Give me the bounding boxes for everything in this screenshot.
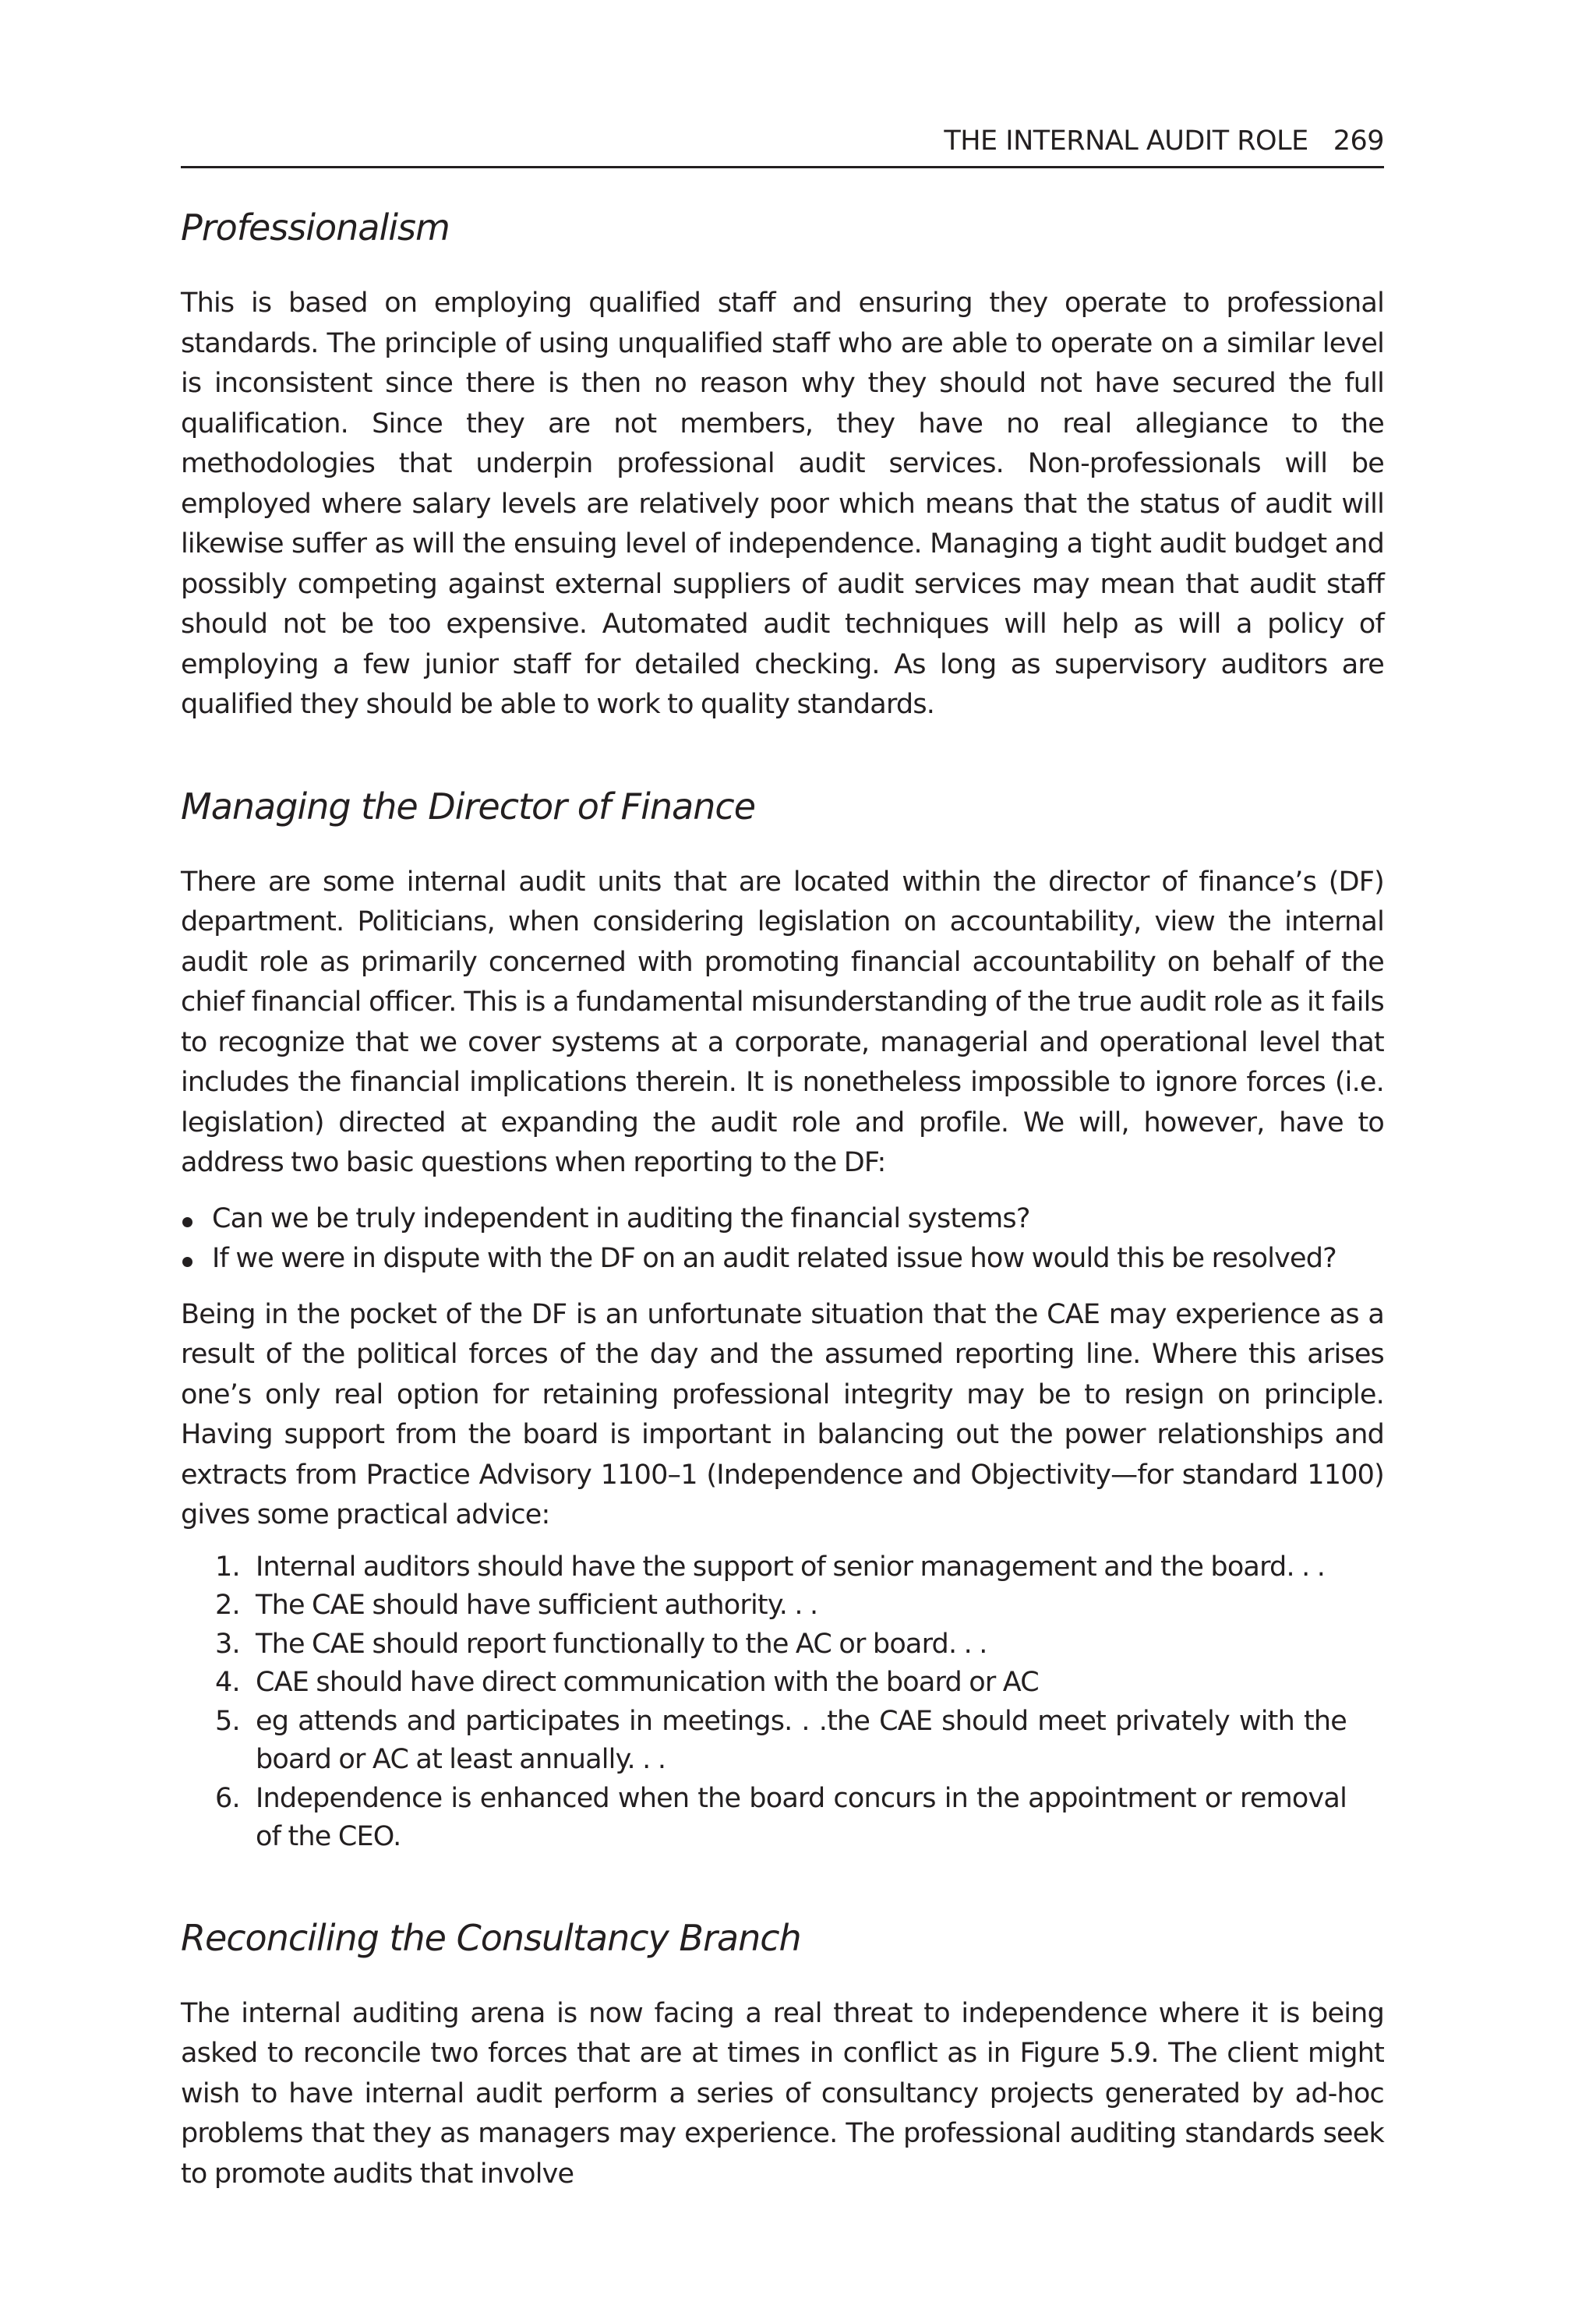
- numbered-item: [181, 1780, 1347, 1857]
- numbered-item: [181, 1664, 1347, 1703]
- bullet-list: [181, 1199, 1384, 1280]
- section-heading-reconciling-consultancy-branch: Reconciling the Consultancy Branch: [181, 1916, 801, 1959]
- paragraph: There are some internal audit units that are located within the director of finance’s (DF) department. Politicians, when considering legislation on accountability, view the internal audit role as primarily concerned with promoting financial accountability on behalf of the chief financial officer. This is a fundamental misunderstanding of the true audit role as it fails to recognize that we cover systems at a corporate, managerial and operational level that includes the financial implications therein. It is nonetheless impossible to ignore forces (i.e. legislation) directed at expanding the audit role and profile. We will, however, have to address two basic questions when reporting to the DF:: [181, 866, 1384, 1178]
- item-text: Internal auditors should have the support of senior management and the board. . .: [256, 1551, 1326, 1583]
- numbered-list: [181, 1548, 1384, 1857]
- item-text: CAE should have direct communication with the board or AC: [256, 1667, 1039, 1698]
- paragraph: This is based on employing qualified staff and ensuring they operate to professional standards. The principle of using unqualified staff who are able to operate on a similar level is inconsistent since there is then no reason why they should not have secured the full qualification. Since they are not members, they have no real allegiance to the methodologies that underpin professional audit services. Non-professionals will be employed where salary levels are relatively poor which means that the status of audit will likewise suffer as will the ensuing level of independence. Managing a tight audit budget and possibly competing against external suppliers of audit services may mean that audit staff should not be too expensive. Automated audit techniques will help as will a policy of employing a few junior staff for detailed checking. As long as supervisory auditors are qualified they should be able to work to quality standards.: [181, 288, 1384, 720]
- item-number: 4.: [215, 1667, 240, 1698]
- item-number: 3.: [215, 1628, 240, 1660]
- page-number: 269: [1333, 125, 1384, 157]
- paragraph: The internal auditing arena is now facing a real threat to independence where it is being asked to reconcile two forces that are at times in conflict as in Figure 5.9. The client might wish to have internal audit perform a series of consultancy projects generated by ad-hoc problems that they as managers may experience. The professional auditing standards seek to promote audits that involve: [181, 1997, 1384, 2190]
- section-heading-professionalism: Professionalism: [181, 206, 450, 249]
- section-heading-managing-director-of-finance: Managing the Director of Finance: [181, 785, 755, 828]
- item-number: 6.: [215, 1782, 240, 1814]
- paragraph: Being in the pocket of the DF is an unfortunate situation that the CAE may experience as a result of the political forces of the day and the assumed reporting line. Where this arises one’s only real option for retaining professional integrity may be to resign on principle. Having support from the board is important in balancing out the power relationships and extracts from Practice Advisory 1100–1 (Independence and Objectivity—for standard 1100) gives some practical advice:: [181, 1298, 1384, 1530]
- numbered-item: [181, 1703, 1347, 1780]
- running-header: [181, 117, 1384, 168]
- item-text: The CAE should report functionally to the AC or board. . .: [256, 1628, 987, 1660]
- item-number: 5.: [215, 1705, 240, 1737]
- page-body: [181, 204, 1384, 2194]
- item-number: 1.: [215, 1551, 240, 1583]
- item-text: eg attends and participates in meetings. . .the CAE should meet privately with the board or AC at least annually. . .: [256, 1705, 1347, 1775]
- bullet-item: If we were in dispute with the DF on an audit related issue how would this be resolved?: [181, 1239, 1384, 1280]
- numbered-item: [181, 1587, 1347, 1625]
- item-text: Independence is enhanced when the board concurs in the appointment or removal of the CEO.: [256, 1782, 1347, 1852]
- bullet-item: Can we be truly independent in auditing the financial systems?: [181, 1199, 1384, 1240]
- item-number: 2.: [215, 1590, 240, 1621]
- running-title: THE INTERNAL AUDIT ROLE: [944, 125, 1308, 157]
- item-text: The CAE should have sufficient authority. . .: [256, 1590, 818, 1621]
- numbered-item: [181, 1625, 1347, 1664]
- numbered-item: [181, 1548, 1347, 1587]
